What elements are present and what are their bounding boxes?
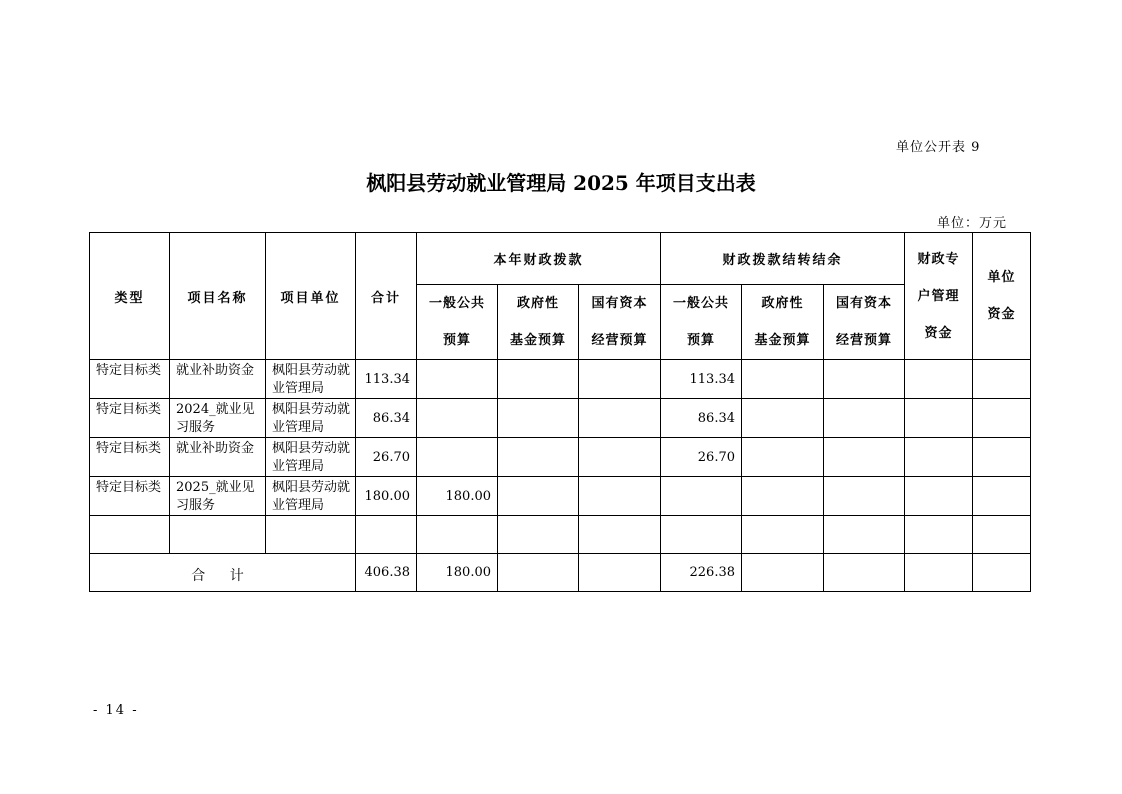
- cell-cy-general: [417, 438, 498, 477]
- cell-empty: [579, 516, 661, 554]
- cell-co-gov: [742, 438, 824, 477]
- cell-cy-gov: [498, 477, 579, 516]
- header-co-gov: [742, 285, 824, 360]
- cell-project-name: 2024_就业见习服务: [170, 399, 266, 438]
- cell-total: 180.00: [356, 477, 417, 516]
- cell-co-gov: [742, 477, 824, 516]
- header-co-general-line2: 预算: [686, 333, 715, 348]
- cell-cy-state: [579, 399, 661, 438]
- cell-co-gov: [742, 360, 824, 399]
- table-row-empty: [90, 516, 1031, 554]
- header-co-gov-line2: 基金预算: [754, 333, 811, 348]
- header-cy-state-line2: 经营预算: [591, 333, 648, 348]
- cell-special: [905, 438, 973, 477]
- cell-cy-general: [417, 399, 498, 438]
- cell-cy-state: [579, 438, 661, 477]
- total-cy-gov: [498, 554, 579, 592]
- cell-total: 26.70: [356, 438, 417, 477]
- table-total-row: [90, 554, 1031, 592]
- header-unit-funds: [973, 233, 1031, 360]
- header-co-state-line1: 国有资本: [835, 296, 892, 311]
- header-co-state-line2: 经营预算: [835, 333, 892, 348]
- cell-cy-general: 180.00: [417, 477, 498, 516]
- project-expenditure-table: [89, 232, 1031, 592]
- cell-cy-state: [579, 477, 661, 516]
- header-special-account: [905, 233, 973, 360]
- cell-project-unit: 枫阳县劳动就业管理局: [266, 360, 356, 399]
- cell-special: [905, 360, 973, 399]
- cell-co-general: 113.34: [661, 360, 742, 399]
- total-special: [905, 554, 973, 592]
- cell-special: [905, 399, 973, 438]
- cell-type: 特定目标类: [90, 360, 170, 399]
- cell-co-general: [661, 477, 742, 516]
- header-unit-funds-line2: 资金: [987, 307, 1016, 322]
- cell-project-name: 2025_就业见习服务: [170, 477, 266, 516]
- cell-empty: [266, 516, 356, 554]
- table-row: [90, 438, 1031, 477]
- cell-empty: [905, 516, 973, 554]
- header-project-name: 项目名称: [170, 233, 266, 360]
- cell-empty: [498, 516, 579, 554]
- cell-unit-funds: [973, 399, 1031, 438]
- table-row: [90, 360, 1031, 399]
- cell-co-state: [824, 438, 905, 477]
- cell-empty: [90, 516, 170, 554]
- cell-co-state: [824, 399, 905, 438]
- header-cy-state-line1: 国有资本: [591, 296, 648, 311]
- header-special-account-line1: 财政专: [917, 251, 960, 267]
- total-cy-general: 180.00: [417, 554, 498, 592]
- header-total: 合计: [356, 233, 417, 360]
- header-co-gov-line1: 政府性: [761, 296, 804, 311]
- header-co-state: [824, 285, 905, 360]
- cell-empty: [824, 516, 905, 554]
- cell-cy-gov: [498, 438, 579, 477]
- cell-empty: [742, 516, 824, 554]
- header-project-unit: 项目单位: [266, 233, 356, 360]
- cell-project-unit: 枫阳县劳动就业管理局: [266, 399, 356, 438]
- cell-project-unit: 枫阳县劳动就业管理局: [266, 438, 356, 477]
- total-co-general: 226.38: [661, 554, 742, 592]
- header-cy-general-line1: 一般公共: [428, 296, 485, 311]
- header-carryover-group: 财政拨款结转结余: [661, 233, 905, 285]
- header-unit-funds-line1: 单位: [987, 270, 1016, 285]
- cell-cy-gov: [498, 360, 579, 399]
- cell-co-state: [824, 477, 905, 516]
- cell-cy-gov: [498, 399, 579, 438]
- cell-co-state: [824, 360, 905, 399]
- header-co-general: [661, 285, 742, 360]
- cell-co-general: 86.34: [661, 399, 742, 438]
- total-co-gov: [742, 554, 824, 592]
- table-row: [90, 399, 1031, 438]
- cell-type: 特定目标类: [90, 399, 170, 438]
- cell-empty: [356, 516, 417, 554]
- header-cy-gov-line2: 基金预算: [509, 333, 566, 348]
- header-current-year-group: 本年财政拨款: [417, 233, 661, 285]
- header-cy-gov-line1: 政府性: [516, 296, 559, 311]
- cell-project-name: 就业补助资金: [170, 360, 266, 399]
- cell-total: 113.34: [356, 360, 417, 399]
- cell-empty: [417, 516, 498, 554]
- header-cy-gov: [498, 285, 579, 360]
- cell-unit-funds: [973, 360, 1031, 399]
- header-co-general-line1: 一般公共: [672, 296, 729, 311]
- total-unit-funds: [973, 554, 1031, 592]
- cell-co-general: 26.70: [661, 438, 742, 477]
- page-title: 枫阳县劳动就业管理局 2025 年项目支出表: [366, 171, 756, 195]
- cell-unit-funds: [973, 438, 1031, 477]
- cell-project-name: 就业补助资金: [170, 438, 266, 477]
- header-type: 类型: [90, 233, 170, 360]
- total-co-state: [824, 554, 905, 592]
- cell-cy-general: [417, 360, 498, 399]
- header-special-account-line2: 户管理: [917, 288, 960, 304]
- page-number: - 14 -: [93, 703, 139, 718]
- total-cy-state: [579, 554, 661, 592]
- table-row: [90, 477, 1031, 516]
- cell-project-unit: 枫阳县劳动就业管理局: [266, 477, 356, 516]
- total-total: 406.38: [356, 554, 417, 592]
- cell-type: 特定目标类: [90, 477, 170, 516]
- cell-co-gov: [742, 399, 824, 438]
- cell-empty: [170, 516, 266, 554]
- total-label: 合 计: [90, 554, 356, 592]
- form-number: 单位公开表 9: [896, 140, 981, 155]
- cell-type: 特定目标类: [90, 438, 170, 477]
- header-cy-general: [417, 285, 498, 360]
- header-special-account-line3: 资金: [924, 325, 953, 341]
- cell-cy-state: [579, 360, 661, 399]
- cell-empty: [661, 516, 742, 554]
- cell-special: [905, 477, 973, 516]
- cell-unit-funds: [973, 477, 1031, 516]
- cell-empty: [973, 516, 1031, 554]
- unit-label: 单位：万元: [937, 216, 1008, 231]
- header-cy-general-line2: 预算: [442, 333, 471, 348]
- header-cy-state: [579, 285, 661, 360]
- cell-total: 86.34: [356, 399, 417, 438]
